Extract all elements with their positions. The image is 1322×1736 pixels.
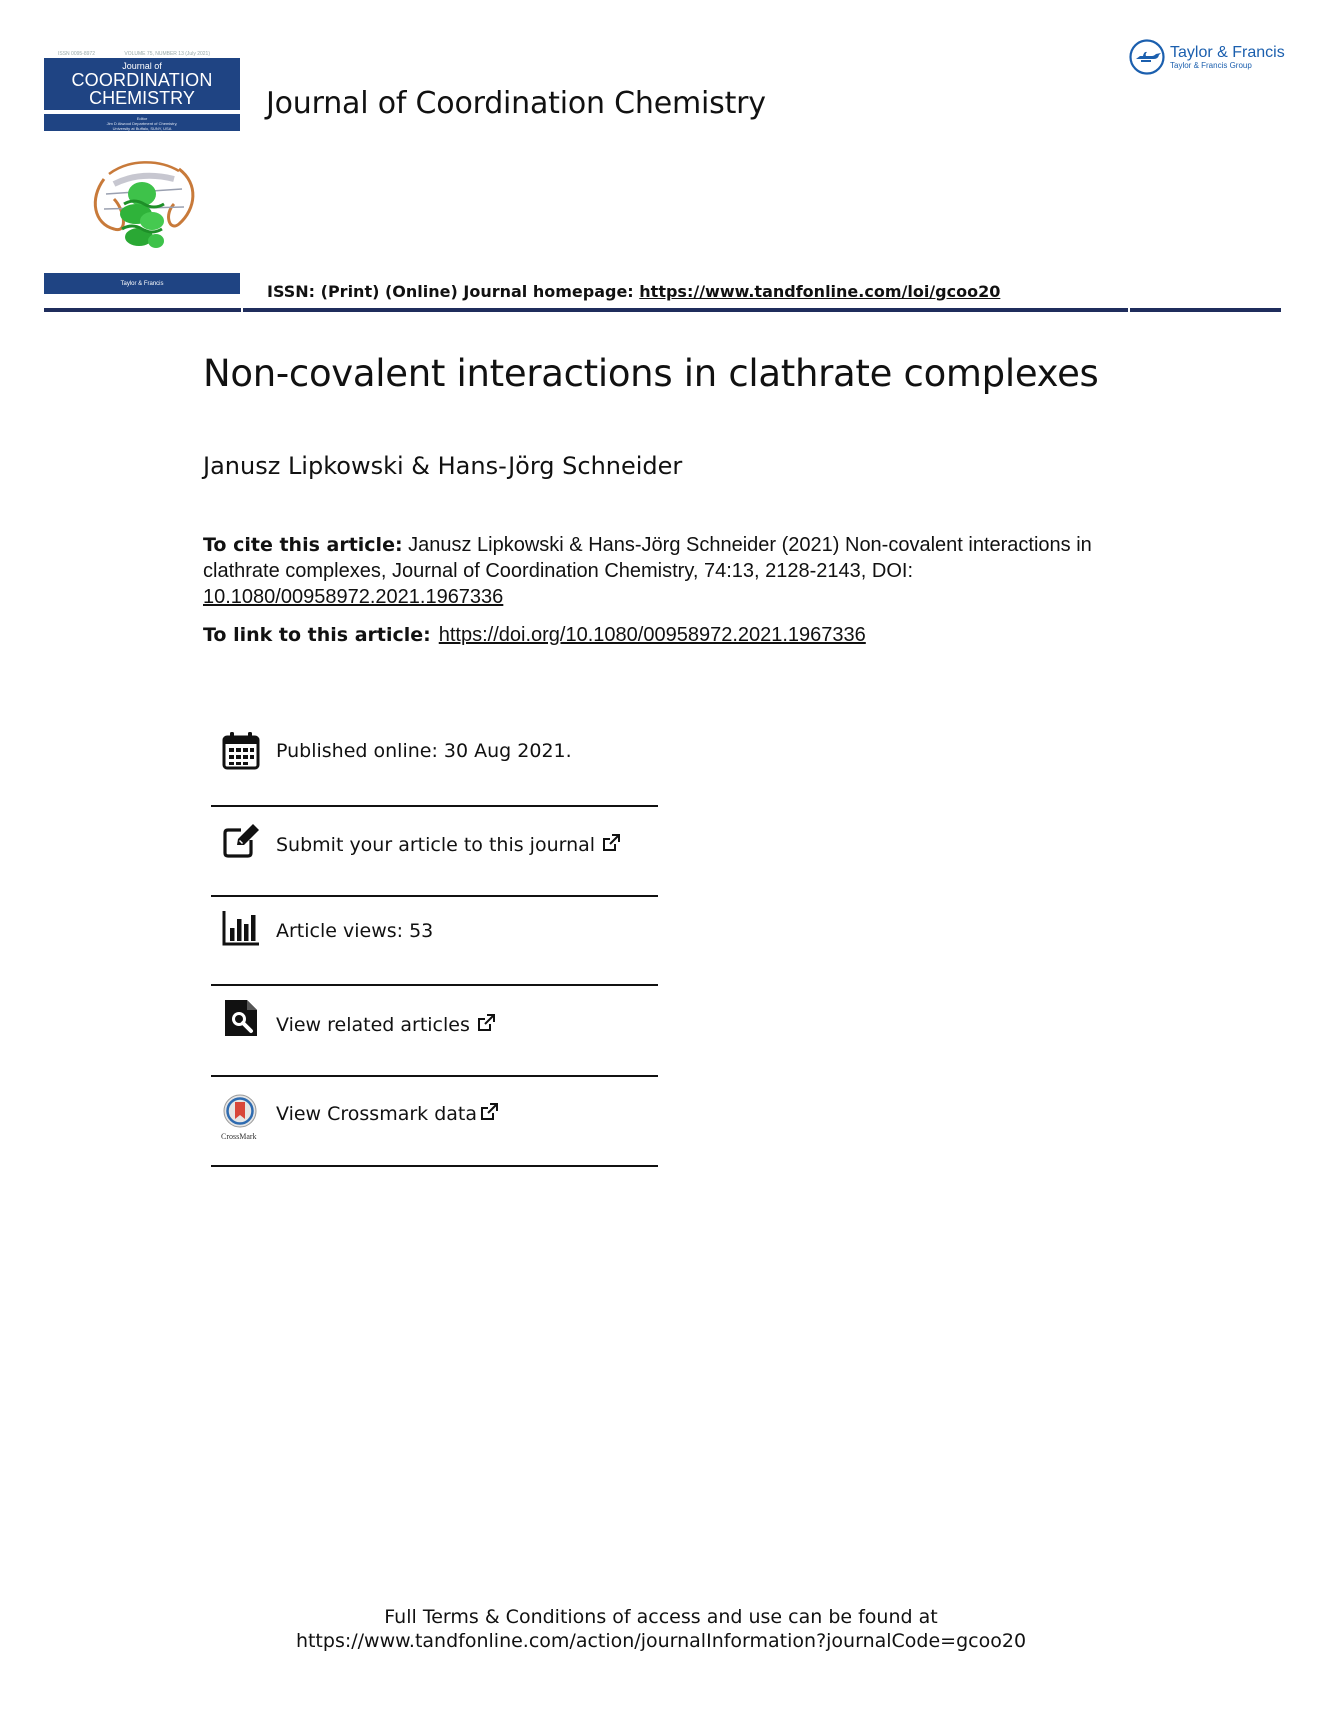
issn-label: ISSN: (Print) (Online) Journal homepage: bbox=[267, 282, 640, 301]
cover-editor-2: Jim D Atwood Department of Chemistry, bbox=[106, 121, 178, 126]
header-rule bbox=[44, 308, 1281, 312]
citation-block bbox=[203, 532, 1123, 610]
journal-title: Journal of Coordination Chemistry bbox=[266, 86, 766, 121]
bar-chart-icon bbox=[221, 908, 261, 948]
journal-homepage-link[interactable]: https://www.tandfonline.com/loi/gcoo20 bbox=[639, 282, 1001, 301]
publisher-name: Taylor & Francis bbox=[1170, 44, 1285, 61]
submit-article-link[interactable] bbox=[276, 833, 621, 856]
molecule-illustration bbox=[84, 149, 204, 254]
document-search-icon bbox=[221, 998, 261, 1038]
journal-cover bbox=[44, 51, 240, 294]
footer-terms-link[interactable]: https://www.tandfonline.com/action/journalInformation?journalCode=gcoo20 bbox=[295, 1630, 1027, 1652]
cite-label: To cite this article: bbox=[203, 534, 403, 556]
cite-text: Janusz Lipkowski & Hans-Jörg Schneider (2021) Non-covalent interactions in clathrate complexes, Journal of Coordination Chemistry, 74:13, 2128-2143, DOI: bbox=[203, 534, 1092, 582]
article-title: Non-covalent interactions in clathrate complexes bbox=[203, 352, 1099, 395]
submit-article-text: Submit your article to this journal bbox=[276, 834, 596, 856]
cover-journal-of: Journal of bbox=[122, 61, 162, 71]
cover-issn: ISSN 0095-8972 bbox=[58, 51, 95, 57]
issn-line bbox=[267, 282, 1000, 301]
article-views-text: Article views: 53 bbox=[276, 920, 434, 942]
divider bbox=[211, 1075, 658, 1077]
divider bbox=[211, 895, 658, 897]
cover-top-line bbox=[44, 51, 240, 58]
cover-publisher-band bbox=[44, 273, 240, 294]
footer-line-1: Full Terms & Conditions of access and use can be found at bbox=[384, 1606, 938, 1628]
link-label: To link to this article: bbox=[203, 624, 431, 646]
cover-volume: VOLUME 75, NUMBER 13 (July 2021) bbox=[124, 51, 210, 57]
crossmark-text: View Crossmark data bbox=[276, 1103, 478, 1125]
crossmark-link[interactable] bbox=[276, 1102, 499, 1125]
related-articles-link[interactable] bbox=[276, 1013, 496, 1036]
article-link-line bbox=[203, 624, 866, 647]
edit-icon bbox=[221, 820, 261, 860]
cover-chemistry: CHEMISTRY bbox=[89, 88, 195, 108]
divider bbox=[211, 1165, 658, 1167]
taylor-francis-logo[interactable] bbox=[1128, 38, 1285, 76]
footer-terms bbox=[0, 1605, 1322, 1653]
article-authors: Janusz Lipkowski & Hans-Jörg Schneider bbox=[203, 452, 683, 480]
publisher-group: Taylor & Francis Group bbox=[1170, 61, 1252, 70]
published-online-text: Published online: 30 Aug 2021. bbox=[276, 740, 572, 762]
external-link-icon bbox=[601, 833, 621, 853]
related-articles-text: View related articles bbox=[276, 1014, 470, 1036]
external-link-icon bbox=[476, 1013, 496, 1033]
cover-title-band bbox=[44, 58, 240, 110]
taylor-francis-lamp-icon bbox=[1128, 38, 1166, 76]
crossmark-icon bbox=[220, 1093, 260, 1133]
divider bbox=[211, 805, 658, 807]
crossmark-logo-text: CrossMark bbox=[221, 1132, 257, 1141]
article-url-link[interactable]: https://doi.org/10.1080/00958972.2021.1967336 bbox=[438, 624, 866, 646]
cover-publisher: Taylor & Francis bbox=[120, 280, 164, 287]
cover-coordination: COORDINATION bbox=[71, 70, 213, 90]
cover-editor-1: Editor bbox=[136, 116, 148, 121]
cover-editor-3: University at Buffalo, SUNY, USA bbox=[112, 126, 172, 131]
calendar-icon bbox=[221, 731, 261, 771]
external-link-icon bbox=[479, 1102, 499, 1122]
cover-editor-band bbox=[44, 114, 240, 131]
divider bbox=[211, 984, 658, 986]
doi-link[interactable]: 10.1080/00958972.2021.1967336 bbox=[203, 586, 504, 608]
